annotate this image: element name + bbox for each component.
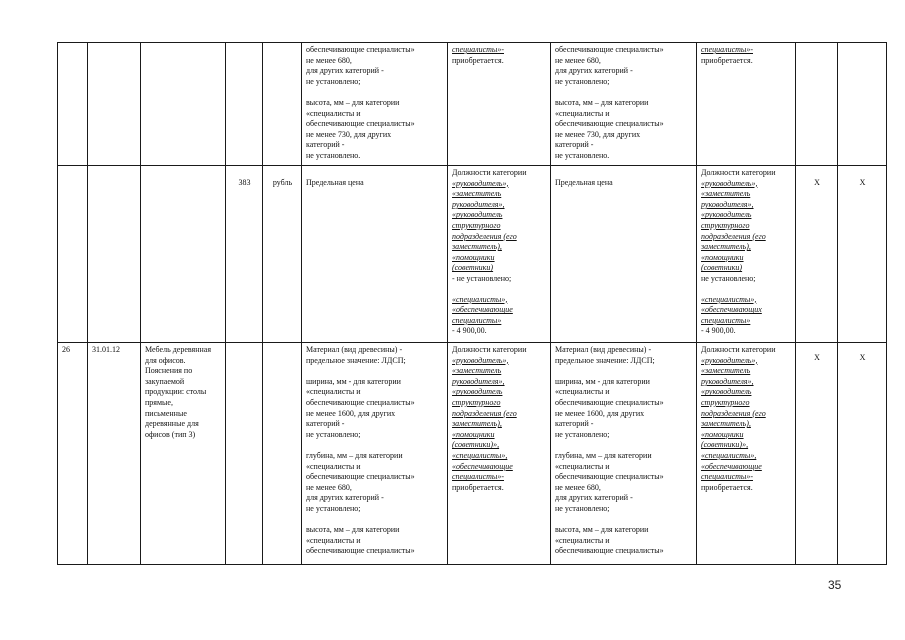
spacer [452,285,547,295]
value-line: приобретается. [452,55,504,65]
cell-mark-1: Х [796,166,838,343]
value-line: «помощники [452,252,495,262]
table-row [58,343,887,565]
value-line: «заместитель [452,366,502,376]
value-line: «обеспечивающие [452,461,513,471]
value-line: «руководитель», [701,355,758,365]
spacer [701,285,792,295]
cell-okei-code [226,343,263,565]
value-line: руководителя», [452,199,505,209]
value-line: специалисты»- [701,472,753,482]
cell-name: Мебель деревянная для офисов. Пояснения по закупаемой продукции: столы прямые, письменные деревянные для офисов (тип 3) [141,343,226,565]
cell-value-2 [697,343,796,565]
table-row [58,43,887,166]
value-head: Должности категории [452,345,527,354]
value-line: структурного [701,220,750,230]
value-line: специалисты»- [701,45,753,54]
cell-num [58,43,88,166]
cell-unit [263,343,302,565]
cell-characteristic-2: обеспечивающие специалисты» не менее 680, для других категорий - не установлено; высота, мм – для категории «специалисты и обеспечивающие специалисты» не менее 730, для других категорий - не установлено. [551,43,697,166]
cell-unit [263,43,302,166]
value-line: «заместитель [701,189,751,199]
value-line: «руководитель [452,387,503,397]
value-line: «специалисты», [701,450,757,460]
cell-mark-2: Х [838,166,887,343]
cell-value-1 [448,343,551,565]
cell-value-1 [448,43,551,166]
value-line: «обеспечивающие [452,305,513,315]
value-head: Должности категории [452,168,527,177]
value-line: (советники) [701,263,743,273]
value-line: приобретается. [452,482,504,492]
value-line: «заместитель [452,189,502,199]
cell-code: 31.01.12 [88,343,141,565]
value-line: - не установлено; [452,273,512,283]
cell-value-1 [448,166,551,343]
value-head: Должности категории [701,168,776,177]
value-line: приобретается. [701,482,753,492]
value-line: специалисты» [452,315,502,325]
value-line: «специалисты», [701,294,757,304]
value-line: (советники)», [452,440,500,450]
value-line: «помощники [701,429,744,439]
cell-characteristic-1: Материал (вид древесины) - предельное значение: ЛДСП; ширина, мм - для категории «специалисты и обеспечивающие специалисты» не менее 1600, для других категорий - не установлено; глубина, мм – для категории «специалисты и обеспечивающие специалисты» не менее 680, для других категорий - не установлено; высота, мм – для категории «специалисты и обеспечивающие специалисты» [302,343,448,565]
value-line: подразделения (его [701,408,766,418]
cell-code [88,166,141,343]
cell-mark-2 [838,43,887,166]
value-line: (советники)», [701,440,749,450]
price-value: - 4 900,00. [701,326,736,336]
value-line: заместитель), [452,242,502,252]
value-line: «специалисты», [452,294,508,304]
value-line: руководителя», [701,199,754,209]
value-line: «заместитель [701,366,751,376]
value-line: подразделения (его [701,231,766,241]
value-line: «обеспечивающие [701,461,762,471]
value-line: не установлено; [701,273,756,283]
cell-characteristic-2: Материал (вид древесины) - предельное значение: ЛДСП; ширина, мм - для категории «специалисты и обеспечивающие специалисты» не менее 1600, для других категорий - не установлено; глубина, мм – для категории «специалисты и обеспечивающие специалисты» не менее 680, для других категорий - не установлено; высота, мм – для категории «специалисты и обеспечивающие специалисты» [551,343,697,565]
cell-characteristic-1: Предельная цена [302,166,448,343]
cell-okei-code: 383 [226,166,263,343]
value-line: «руководитель [452,210,503,220]
value-line: «помощники [452,429,495,439]
cell-name [141,43,226,166]
cell-value-2 [697,166,796,343]
table-row [58,166,887,343]
page-number: 35 [828,578,842,592]
value-line: структурного [452,220,501,230]
value-line: заместитель), [701,419,751,429]
value-line: «руководитель», [452,178,509,188]
cell-name [141,166,226,343]
value-line: структурного [452,397,501,407]
value-line: заместитель), [452,419,502,429]
cell-mark-1 [796,43,838,166]
value-line: заместитель), [701,242,751,252]
value-line: «специалисты», [452,450,508,460]
cell-code [88,43,141,166]
value-line: «обеспечивающих [701,305,762,315]
price-value: - 4 900,00. [452,326,487,336]
value-line: «руководитель», [701,178,758,188]
value-line: (советники) [452,263,494,273]
value-line: структурного [701,397,750,407]
cell-num: 26 [58,343,88,565]
value-line: «руководитель [701,210,752,220]
requirements-table [57,42,887,565]
cell-mark-2: Х [838,343,887,565]
value-line: специалисты»- [452,45,504,54]
cell-unit: рубль [263,166,302,343]
cell-mark-1: Х [796,343,838,565]
value-line: приобретается. [701,55,753,65]
cell-okei-code [226,43,263,166]
value-line: «помощники [701,252,744,262]
value-line: специалисты»- [452,472,504,482]
cell-value-2 [697,43,796,166]
cell-num [58,166,88,343]
value-line: «руководитель [701,387,752,397]
value-line: специалисты» [701,315,751,325]
cell-characteristic-2: Предельная цена [551,166,697,343]
value-head: Должности категории [701,345,776,354]
value-line: подразделения (его [452,408,517,418]
value-line: подразделения (его [452,231,517,241]
value-line: руководителя», [701,376,754,386]
value-line: «руководитель», [452,355,509,365]
cell-characteristic-1: обеспечивающие специалисты» не менее 680, для других категорий - не установлено; высота, мм – для категории «специалисты и обеспечивающие специалисты» не менее 730, для других категорий - не установлено. [302,43,448,166]
value-line: руководителя», [452,376,505,386]
